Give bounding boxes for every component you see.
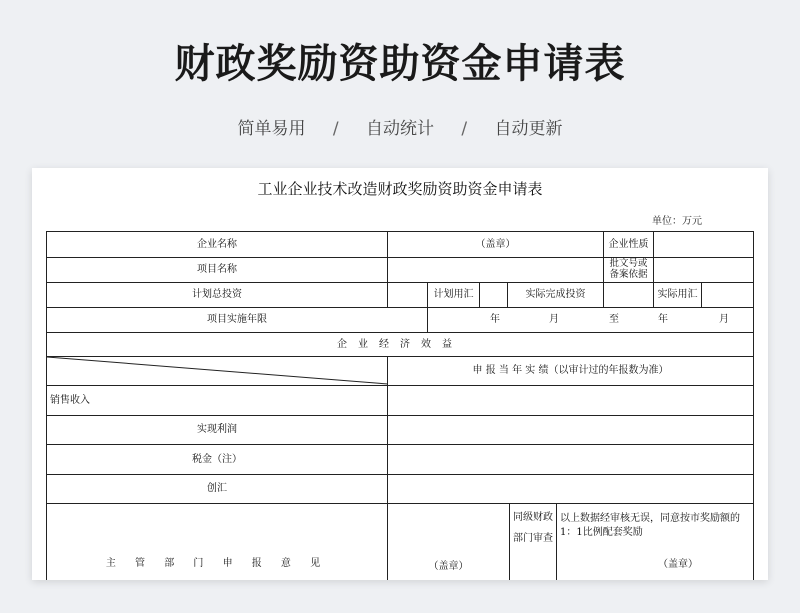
feature-tags: [0, 114, 800, 139]
approval-value[interactable]: [653, 257, 754, 282]
tax-value[interactable]: [387, 444, 754, 474]
period-to: 至: [609, 314, 619, 326]
application-table: [46, 231, 754, 580]
dept-opinion-seal[interactable]: （盖章）: [387, 503, 509, 580]
diagonal-line: [47, 357, 388, 386]
company-type-value[interactable]: [653, 231, 754, 257]
fx-earn-value[interactable]: [387, 474, 754, 503]
unit-label: 单位：万元: [652, 216, 702, 227]
finance-opinion[interactable]: [556, 503, 754, 580]
project-name-label: 项目名称: [46, 257, 387, 282]
actual-fx-value[interactable]: [701, 282, 754, 307]
finance-dept-label: 同级财政部门审查: [509, 503, 556, 580]
form-sheet: [32, 168, 768, 580]
fx-earn-label: 创汇: [46, 474, 387, 503]
company-name-label: 企业名称: [46, 231, 387, 257]
tax-label: 税金（注）: [46, 444, 387, 474]
page-title: 财政奖励资助资金申请表: [174, 41, 626, 87]
tag-separator: /: [461, 119, 468, 139]
project-name-value[interactable]: [387, 257, 603, 282]
diagonal-header-cell: [46, 356, 387, 385]
profit-label: 实现利润: [46, 415, 387, 444]
form-title: 工业企业技术改造财政奖励资助资金申请表: [257, 180, 543, 198]
actual-invest-label: 实际完成投资: [507, 282, 603, 307]
sales-label: 销售收入: [46, 385, 387, 415]
period-end-year: 年: [658, 314, 668, 326]
actual-invest-value[interactable]: [603, 282, 653, 307]
planned-fx-label: 计划用汇: [427, 282, 479, 307]
sales-value[interactable]: [387, 385, 754, 415]
approval-label: 批文号或备案依据: [603, 257, 653, 282]
company-name-seal[interactable]: （盖章）: [387, 231, 603, 257]
profit-value[interactable]: [387, 415, 754, 444]
period-range[interactable]: [427, 307, 754, 332]
tag-separator: /: [332, 119, 339, 139]
finance-seal: （盖章）: [658, 559, 698, 570]
tag-easy: 简单易用: [237, 119, 306, 139]
company-type-label: 企业性质: [603, 231, 653, 257]
period-start-month: 月: [549, 314, 559, 326]
benefits-header: 企业经济效益: [46, 332, 754, 356]
planned-invest-label: 计划总投资: [46, 282, 387, 307]
actual-fx-label: 实际用汇: [653, 282, 701, 307]
planned-invest-value[interactable]: [387, 282, 427, 307]
finance-opinion-text: 以上数据经审核无误，同意按市奖励额的1：1比例配套奖励: [560, 513, 740, 538]
period-end-month: 月: [719, 314, 729, 326]
period-label: 项目实施年限: [46, 307, 427, 332]
tag-auto-stat: 自动统计: [366, 119, 434, 139]
tag-auto-update: 自动更新: [494, 119, 563, 139]
dept-opinion-label: 主 管 部 门 申 报 意 见: [46, 503, 387, 580]
period-start-year: 年: [490, 314, 500, 326]
report-header: 申 报 当 年 实 绩（以审计过的年报数为准）: [387, 356, 754, 385]
planned-fx-value[interactable]: [479, 282, 507, 307]
